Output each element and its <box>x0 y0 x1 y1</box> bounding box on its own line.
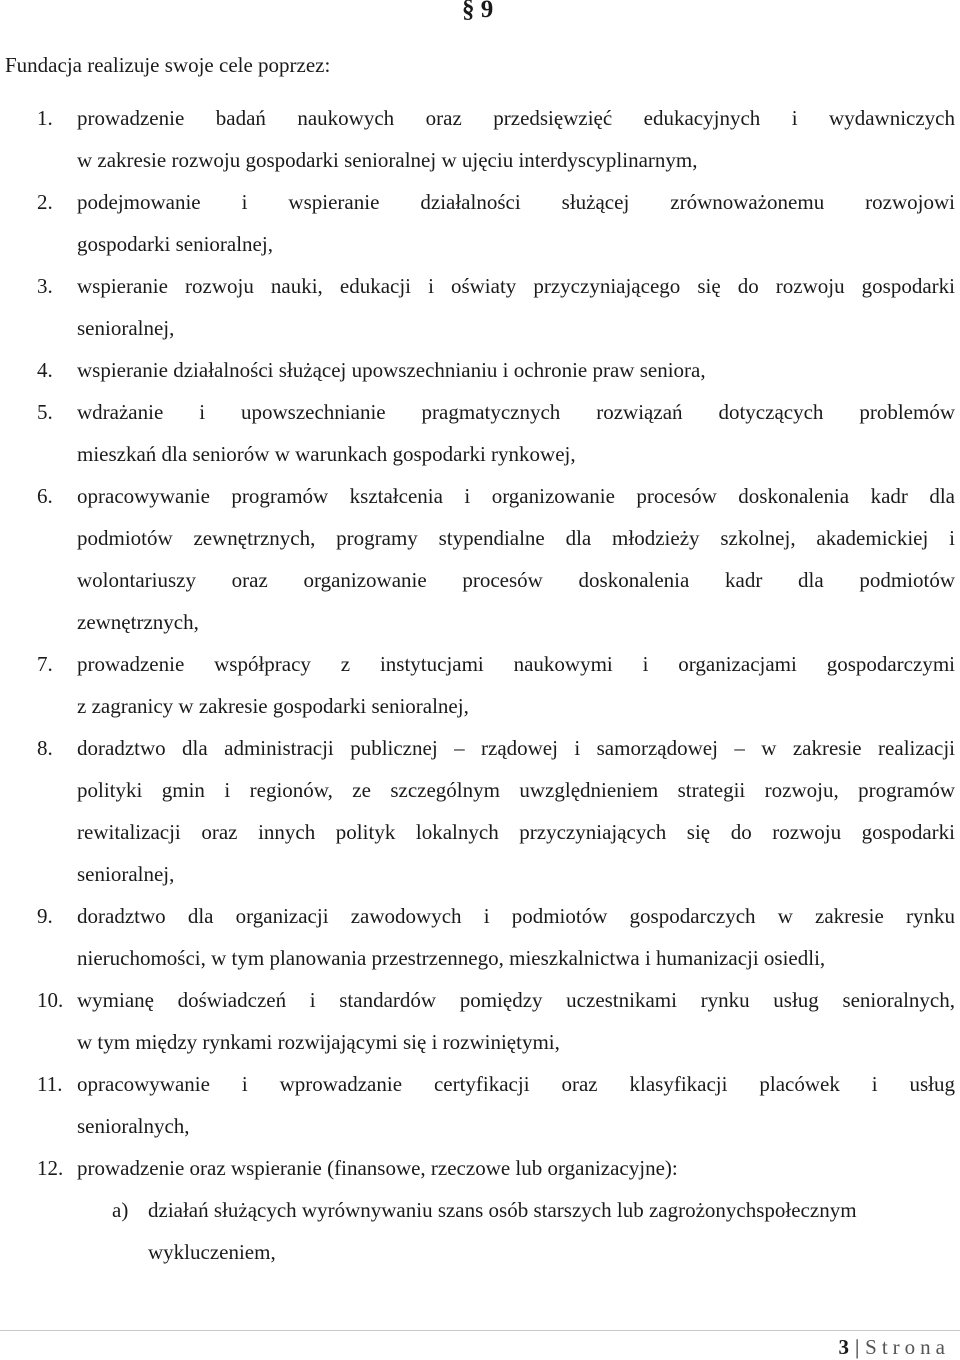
list-item-line: opracowywanie programów kształcenia i organizowanie procesów doskonalenia kadr dla <box>77 484 955 508</box>
page-footer <box>838 1334 950 1360</box>
list-item-line: w zakresie rozwoju gospodarki senioralnej w ujęciu interdyscyplinarnym, <box>77 148 698 172</box>
list-item-line: wymianę doświadczeń i standardów pomiędzy uczestnikami rynku usług senioralnych, <box>77 988 955 1012</box>
footer-divider <box>0 1330 960 1331</box>
list-item <box>0 475 955 643</box>
list-item-line: prowadzenie oraz wspieranie (finansowe, rzeczowe lub organizacyjne): <box>77 1156 678 1180</box>
list-item-line: społecznym wykluczeniem, <box>148 1198 857 1264</box>
list-item-line: senioralnej, <box>77 316 175 340</box>
list-item <box>0 391 955 475</box>
list-item-line: gospodarki senioralnej, <box>77 232 273 256</box>
list-item <box>0 895 955 979</box>
list-item-number: 1. <box>37 106 53 130</box>
list-item-number: 10. <box>37 988 64 1012</box>
list-item-number: 12. <box>37 1156 64 1180</box>
list-item-line: podmiotów zewnętrznych, programy stypendialne dla młodzieży szkolnej, akademickiej i <box>77 526 955 550</box>
list-item-line: doradztwo dla administracji publicznej – rządowej i samorządowej – w zakresie realizacji <box>77 736 955 760</box>
list-item <box>0 1147 955 1189</box>
list-item-number: a) <box>112 1198 129 1222</box>
list-item-line: wspieranie działalności służącej upowszechnianiu i ochronie praw seniora, <box>77 358 706 382</box>
list-item-number: 9. <box>37 904 53 928</box>
list-item-line: mieszkań dla seniorów w warunkach gospodarki rynkowej, <box>77 442 576 466</box>
list-item-line: senioralnych, <box>77 1114 190 1138</box>
list-item-line: w tym między rynkami rozwijającymi się i rozwiniętymi, <box>77 1030 560 1054</box>
list-item-line: senioralnej, <box>77 862 175 886</box>
section-number: § 9 <box>462 0 494 23</box>
list-item-line: działań służących wyrównywaniu szans osób starszych lub zagrożonych <box>148 1198 757 1222</box>
footer-page-word: Strona <box>865 1335 950 1359</box>
list-item-line: z zagranicy w zakresie gospodarki senioralnej, <box>77 694 469 718</box>
footer-separator: | <box>854 1335 860 1359</box>
list-item <box>0 727 955 895</box>
list-item-line: zewnętrznych, <box>77 610 199 634</box>
list-item <box>0 265 955 349</box>
list-item-line: opracowywanie i wprowadzanie certyfikacji oraz klasyfikacji placówek i usług <box>77 1072 955 1096</box>
intro-text: Fundacja realizuje swoje cele poprzez: <box>5 53 331 77</box>
list-item-number: 6. <box>37 484 53 508</box>
list-item <box>0 97 955 181</box>
list-item-number: 5. <box>37 400 53 424</box>
list-item-line: wspieranie rozwoju nauki, edukacji i oświaty przyczyniającego się do rozwoju gospodarki <box>77 274 955 298</box>
list-item-line: nieruchomości, w tym planowania przestrzennego, mieszkalnictwa i humanizacji osiedli, <box>77 946 826 970</box>
list-item-line: prowadzenie współpracy z instytucjami naukowymi i organizacjami gospodarczymi <box>77 652 955 676</box>
list-item-line: wolontariuszy oraz organizowanie procesów doskonalenia kadr dla podmiotów <box>77 568 955 592</box>
list-item-line: prowadzenie badań naukowych oraz przedsięwzięć edukacyjnych i wydawniczych <box>77 106 955 130</box>
list-item <box>0 349 955 391</box>
list-item-line: polityki gmin i regionów, ze szczególnym uwzględnieniem strategii rozwoju, programów <box>77 778 955 802</box>
list-item-line: wdrażanie i upowszechnianie pragmatycznych rozwiązań dotyczących problemów <box>77 400 955 424</box>
list-item-number: 4. <box>37 358 53 382</box>
list-item-number: 3. <box>37 274 53 298</box>
page-number: 3 <box>838 1335 849 1359</box>
list-item <box>0 979 955 1063</box>
list-item-line: rewitalizacji oraz innych polityk lokalnych przyczyniających się do rozwoju gospodarki <box>77 820 955 844</box>
list-item <box>0 643 955 727</box>
list-item-number: 11. <box>37 1072 63 1096</box>
list-item-line: doradztwo dla organizacji zawodowych i podmiotów gospodarczych w zakresie rynku <box>77 904 955 928</box>
list-item-number: 2. <box>37 190 53 214</box>
sub-list-item <box>0 1189 955 1273</box>
list-item-line: podejmowanie i wspieranie działalności służącej zrównoważonemu rozwojowi <box>77 190 955 214</box>
list-item <box>0 1063 955 1147</box>
item-list <box>0 97 955 1273</box>
list-item-number: 8. <box>37 736 53 760</box>
list-item-number: 7. <box>37 652 53 676</box>
list-item <box>0 181 955 265</box>
